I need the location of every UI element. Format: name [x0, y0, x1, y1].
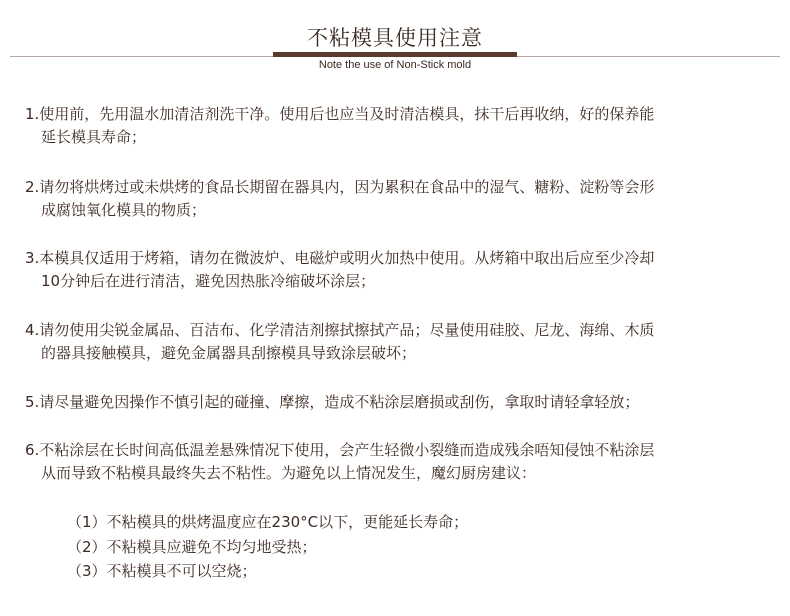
notice-item-1	[25, 103, 785, 149]
page-title: 不粘模具使用注意	[307, 26, 483, 50]
notice-item-3-line-2: 10分钟后在进行清洁，避免因热胀冷缩破坏涂层；	[41, 272, 376, 290]
notice-item-4-line-2: 的器具接触模具，避免金属器具刮擦模具导致涂层破坏；	[41, 344, 417, 362]
notice-item-2-line-1: 2.请勿将烘烤过或未烘烤的食品长期留在器具内，因为累积在食品中的湿气、糖粉、淀粉等会形	[25, 178, 655, 196]
notice-item-5	[25, 391, 785, 414]
notice-item-3-line-1: 3.本模具仅适用于烤箱，请勿在微波炉、电磁炉或明火加热中使用。从烤箱中取出后应至少冷却	[25, 249, 655, 267]
notice-item-1-line-2: 延长模具寿命；	[41, 128, 147, 146]
page-subtitle: Note the use of Non-Stick mold	[318, 59, 472, 71]
notice-item-6-line-1: 6.不粘涂层在长时间高低温差悬殊情况下使用，会产生轻微小裂缝而造成残余唔知侵蚀不粘涂层	[25, 441, 655, 459]
notice-item-3	[25, 247, 785, 293]
notice-item-2	[25, 176, 785, 222]
suggestion-2: （2）不粘模具应避免不均匀地受热；	[67, 538, 317, 556]
notice-item-2-line-2: 成腐蚀氧化模具的物质；	[41, 201, 207, 219]
suggestion-1: （1）不粘模具的烘烤温度应在230°C以下，更能延长寿命；	[67, 513, 469, 531]
notice-item-6	[25, 439, 785, 485]
notice-item-6-line-2: 从而导致不粘模具最终失去不粘性。为避免以上情况发生，魔幻厨房建议：	[41, 464, 537, 482]
title-underline-accent	[273, 52, 517, 57]
notice-item-1-line-1: 1.使用前，先用温水加清洁剂洗干净。使用后也应当及时清洁模具，抹干后再收纳，好的保养能	[25, 105, 655, 123]
notice-item-4	[25, 319, 785, 365]
notice-item-5-line-1: 5.请尽量避免因操作不慎引起的碰撞、摩擦，造成不粘涂层磨损或刮伤，拿取时请轻拿轻放；	[25, 393, 640, 411]
notice-item-4-line-1: 4.请勿使用尖锐金属品、百洁布、化学清洁剂擦拭擦拭产品；尽量使用硅胶、尼龙、海绵、木质	[25, 321, 655, 339]
suggestion-3: （3）不粘模具不可以空烧；	[67, 562, 257, 580]
